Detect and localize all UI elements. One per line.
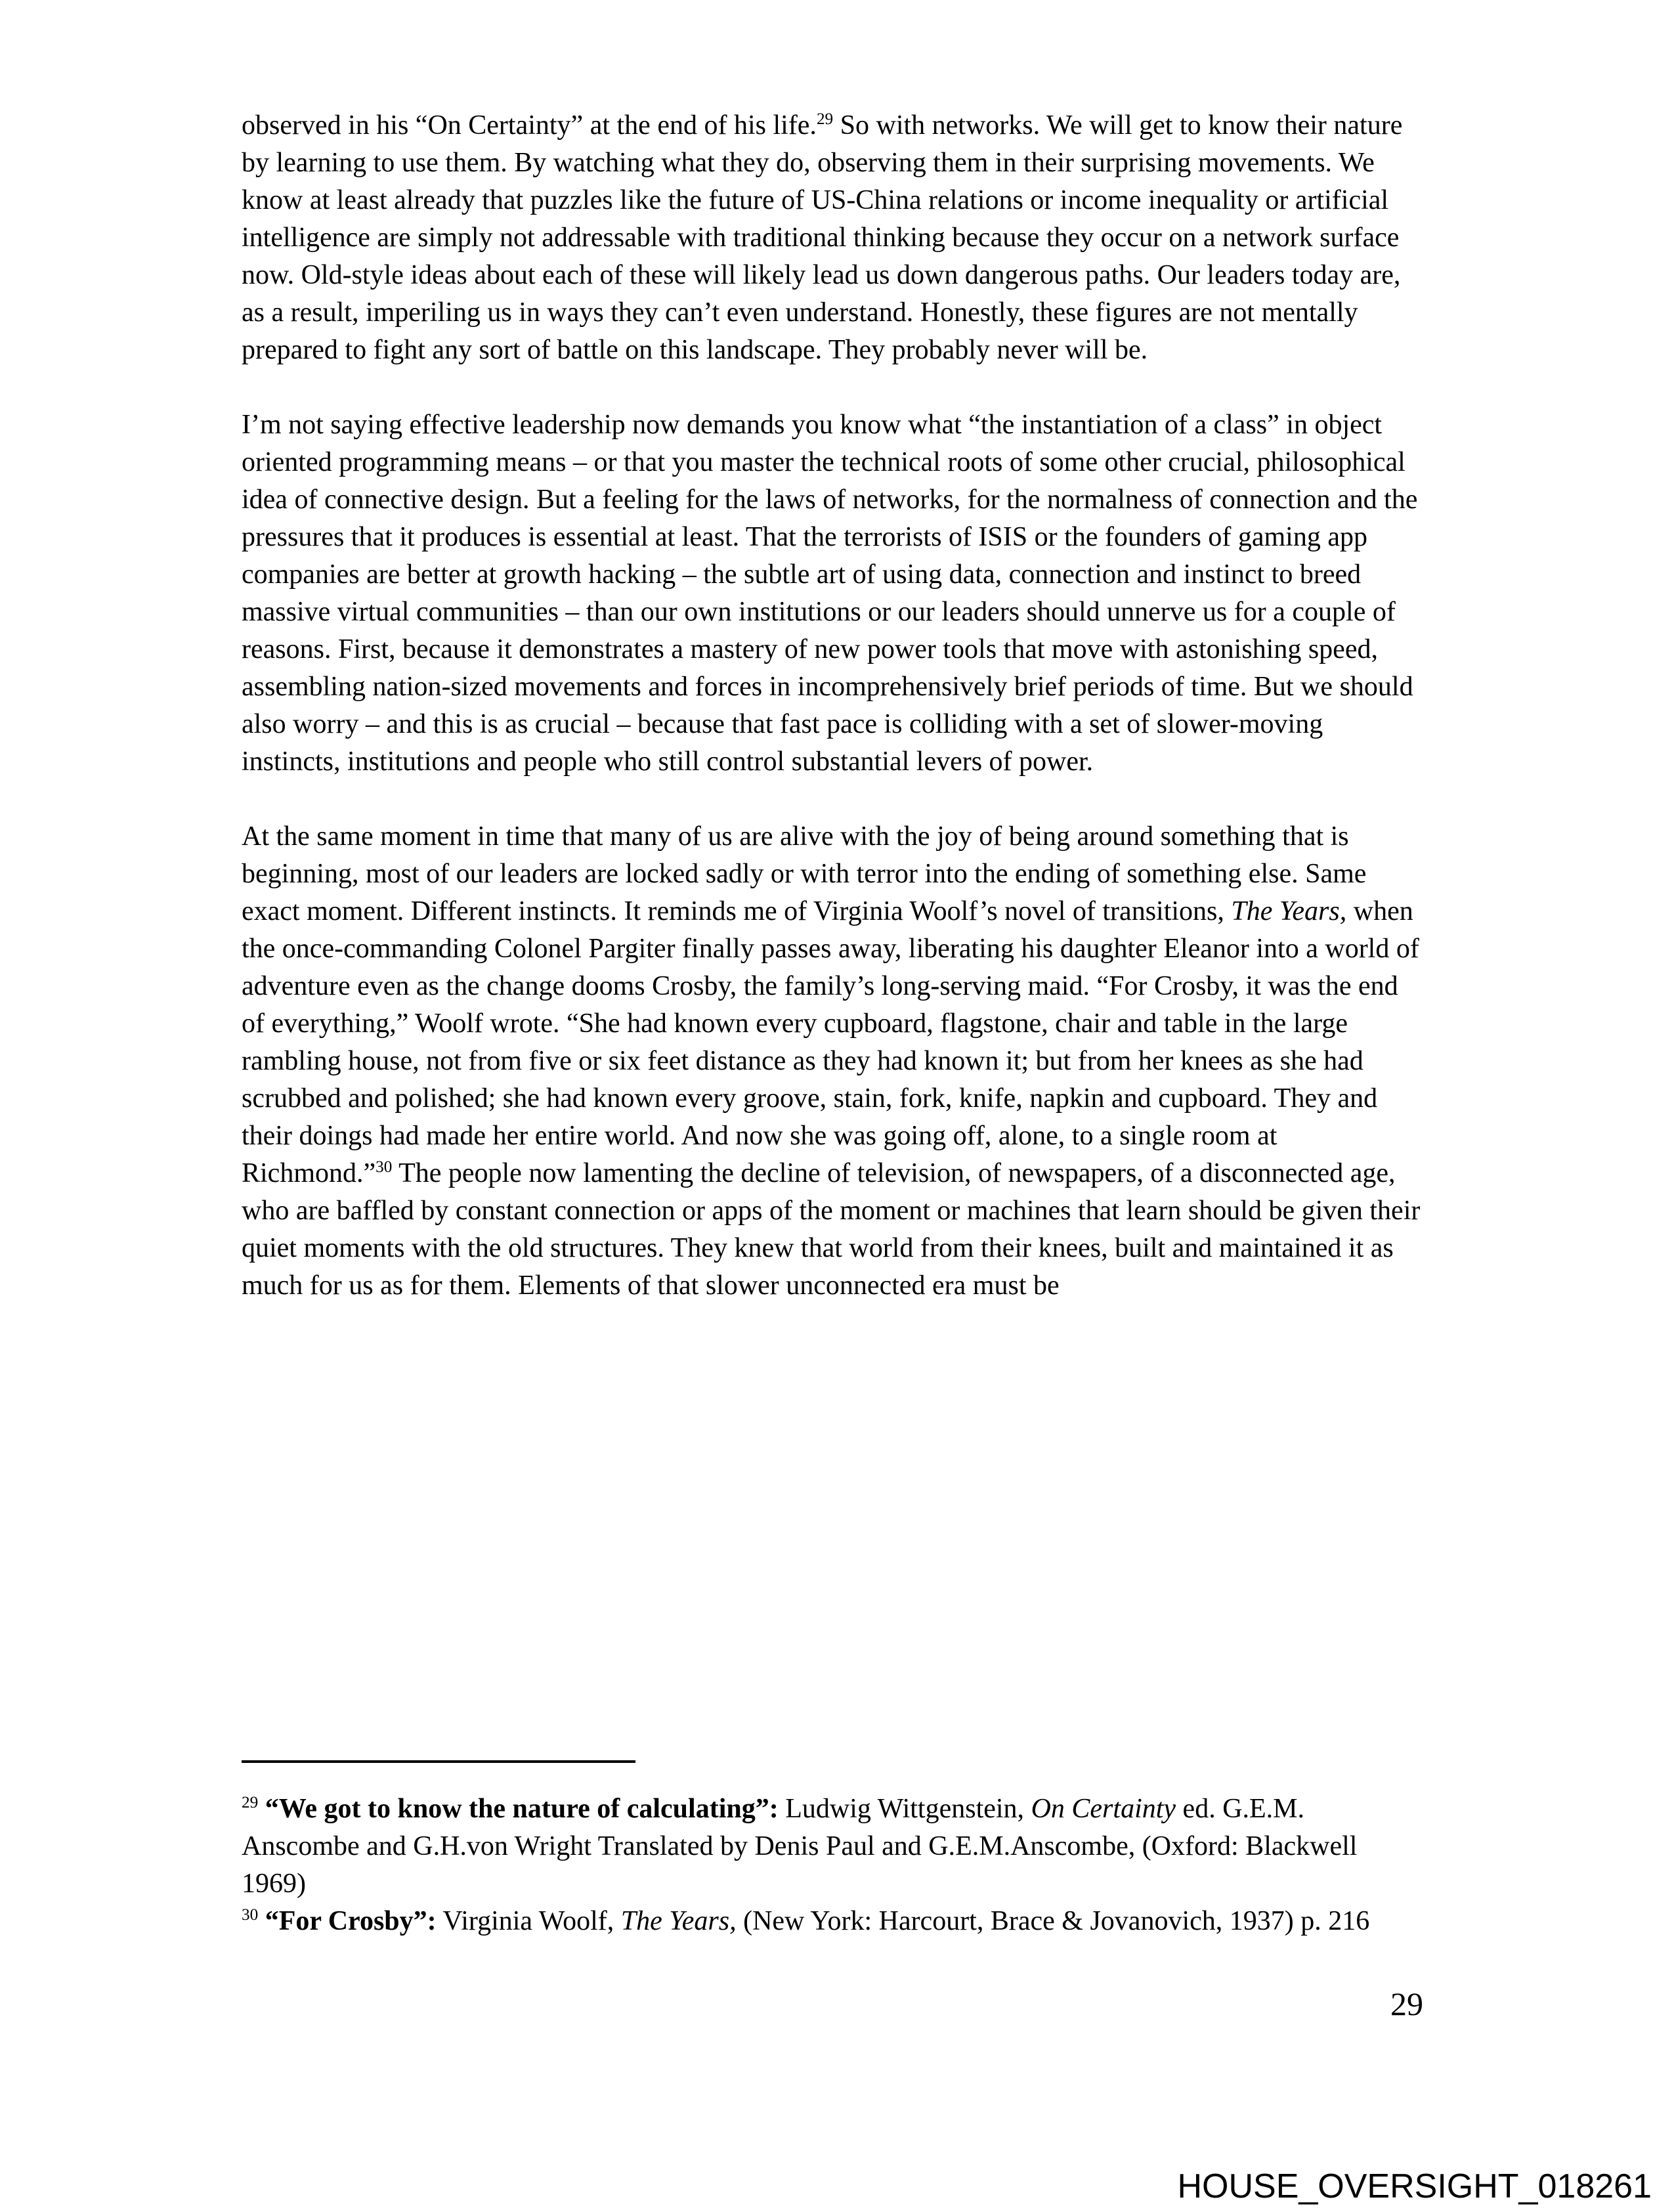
text-run: ed. G.E.M. Anscombe and G.H.von Wright Translated by Denis Paul and G.E.M.Anscombe, (Oxford: Blackwell 1969) bbox=[242, 1794, 1358, 1899]
text-run: The Years, bbox=[620, 1906, 737, 1936]
paragraph-2 bbox=[242, 406, 1423, 781]
footnote-29 bbox=[242, 1790, 1423, 1903]
footnote-reference: 29 bbox=[816, 110, 834, 128]
text-run: (New York: Harcourt, Brace & Jovanovich, 1937) p. 216 bbox=[736, 1906, 1370, 1936]
text-run bbox=[258, 1906, 265, 1936]
text-run: when the once-commanding Colonel Pargiter finally passes away, liberating his daughter Eleanor into a world of adventure even as the change dooms Crosby, the family’s long-serving maid. “For Crosby, it was the end of everything,” Woolf wrote. “She had known every cupboard, flagstone, chair and table in the large rambling house, not from five or six feet distance as they had known it; but from her knees as she had scrubbed and polished; she had known every groove, stain, fork, knife, napkin and cupboard. They and their doings had made her entire world. And now she was going off, alone, to a single room at Richmond.” bbox=[242, 896, 1419, 1188]
text-run: So with networks. We will get to know their nature by learning to use them. By watching what they do, observing them in their surprising movements. We know at least already that puzzles like the future of US-China relations or income inequality or artificial intelligence are simply not addressable with traditional thinking because they occur on a network surface now. Old-style ideas about each of these will likely lead us down dangerous paths. Our leaders today are, as a result, imperiling us in ways they can’t even understand. Honestly, these figures are not mentally prepared to fight any sort of battle on this landscape. They probably never will be. bbox=[242, 110, 1403, 365]
text-run: At the same moment in time that many of us are alive with the joy of being around something that is beginning, most of our leaders are locked sadly or with terror into the ending of something else. Same exact moment. Different instincts. It reminds me of Virginia Woolf’s novel of transitions, bbox=[242, 821, 1367, 926]
text-run bbox=[258, 1794, 265, 1824]
page-number: 29 bbox=[1390, 1985, 1423, 2022]
footnote-separator-rule bbox=[242, 1760, 635, 1763]
text-run: “For Crosby”: bbox=[265, 1906, 437, 1936]
text-run: observed in his “On Certainty” at the end of his life. bbox=[242, 110, 817, 141]
text-run: Ludwig Wittgenstein, bbox=[778, 1794, 1031, 1824]
text-run: The people now lamenting the decline of television, of newspapers, of a disconnected age, who are baffled by constant connection or apps of the moment or machines that learn should be given their quiet moments with the old structures. They knew that world from their knees, built and maintained it as much for us as for them. Elements of that slower unconnected era must be bbox=[242, 1158, 1421, 1301]
text-run: I’m not saying effective leadership now demands you know what “the instantiation of a class” in object oriented programming means – or that you master the technical roots of some other crucial, philosophical idea of connective design. But a feeling for the laws of networks, for the normalness of connection and the pressures that it produces is essential at least. That the terrorists of ISIS or the founders of gaming app companies are better at growth hacking – the subtle art of using data, connection and instinct to breed massive virtual communities – than our own institutions or our leaders should unnerve us for a couple of reasons. First, because it demonstrates a mastery of new power tools that move with astonishing speed, assembling nation-sized movements and forces in incomprehensively brief periods of time. But we should also worry – and this is as crucial – because that fast pace is colliding with a set of slower-moving instincts, institutions and people who still control substantial levers of power. bbox=[242, 410, 1418, 777]
paragraph-3 bbox=[242, 818, 1423, 1305]
footnote-reference: 30 bbox=[376, 1158, 393, 1176]
text-run: The Years, bbox=[1231, 896, 1347, 926]
text-run: On Certainty bbox=[1031, 1794, 1176, 1824]
page-body bbox=[242, 107, 1423, 1342]
footnote-30 bbox=[242, 1903, 1423, 1940]
footnote-reference: 29 bbox=[242, 1794, 259, 1811]
text-run: “We got to know the nature of calculating”: bbox=[265, 1794, 779, 1824]
paragraph-1 bbox=[242, 107, 1423, 369]
bates-stamp: HOUSE_OVERSIGHT_018261 bbox=[1177, 2167, 1652, 2205]
text-run: Virginia Woolf, bbox=[436, 1906, 621, 1936]
footnotes-section bbox=[242, 1760, 1423, 1940]
footnote-reference: 30 bbox=[242, 1906, 259, 1924]
